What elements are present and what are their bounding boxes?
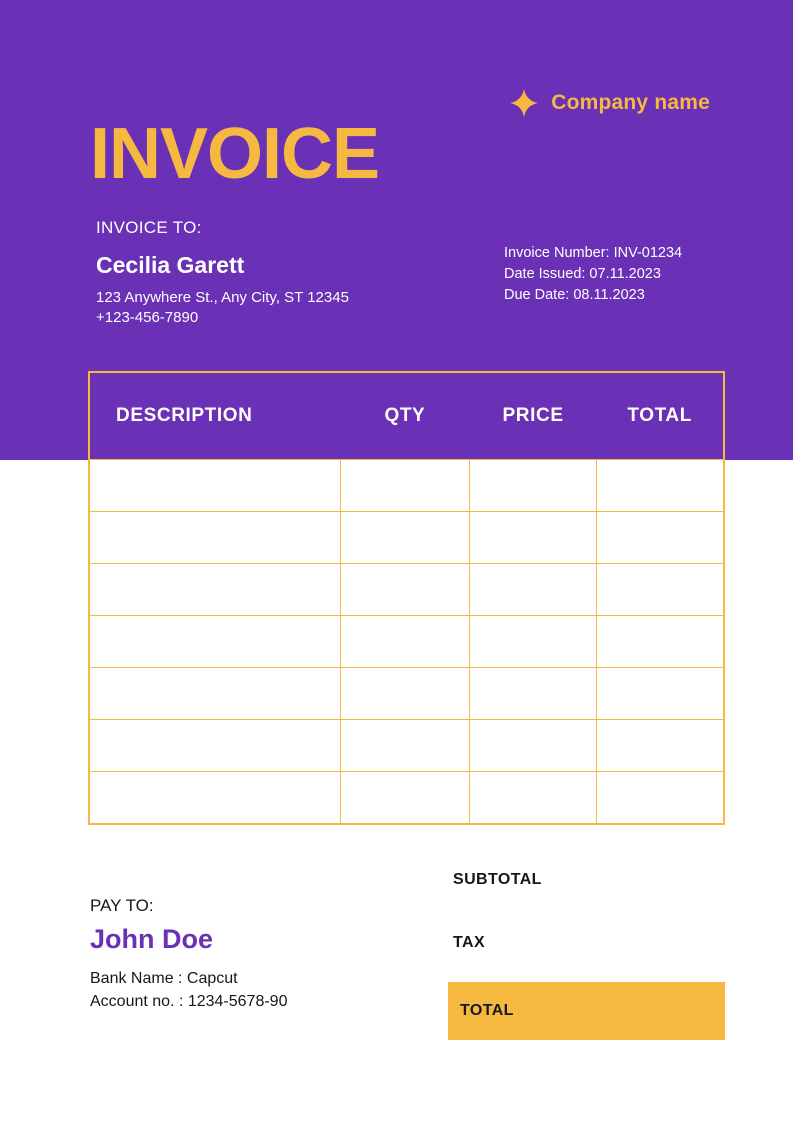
cell-description[interactable] — [90, 511, 340, 563]
table-row[interactable] — [90, 563, 723, 615]
table-header-row — [90, 373, 723, 459]
cell-price[interactable] — [470, 511, 597, 563]
date-issued: Date Issued: 07.11.2023 — [504, 266, 661, 283]
total-label: TOTAL — [460, 1002, 514, 1019]
cell-qty[interactable] — [340, 719, 470, 771]
table-row[interactable] — [90, 719, 723, 771]
client-name: Cecilia Garett — [96, 252, 245, 278]
payee-name: John Doe — [90, 924, 214, 954]
tax-row — [448, 911, 725, 974]
cell-description[interactable] — [90, 563, 340, 615]
bank-details — [90, 968, 287, 1013]
line-items-table — [88, 371, 725, 825]
pay-to-label: PAY TO: — [90, 896, 154, 915]
cell-price[interactable] — [470, 719, 597, 771]
cell-description[interactable] — [90, 459, 340, 511]
tax-label: TAX — [453, 933, 486, 951]
cell-description[interactable] — [90, 667, 340, 719]
due-date: Due Date: 08.11.2023 — [504, 287, 645, 304]
cell-total[interactable] — [596, 511, 723, 563]
cell-total[interactable] — [596, 771, 723, 823]
table-row[interactable] — [90, 459, 723, 511]
cell-total[interactable] — [596, 667, 723, 719]
invoice-to-label: INVOICE TO: — [96, 218, 202, 237]
cell-price[interactable] — [470, 563, 597, 615]
cell-description[interactable] — [90, 771, 340, 823]
cell-description[interactable] — [90, 615, 340, 667]
totals-block — [448, 848, 725, 1040]
cell-total[interactable] — [596, 615, 723, 667]
column-header-total: TOTAL — [627, 404, 692, 426]
page-title: INVOICE — [90, 114, 380, 194]
company-logo-row — [509, 88, 710, 118]
cell-price[interactable] — [470, 771, 597, 823]
client-contact — [96, 288, 349, 329]
total-row — [448, 982, 725, 1040]
subtotal-row — [448, 848, 725, 911]
cell-description[interactable] — [90, 719, 340, 771]
cell-total[interactable] — [596, 719, 723, 771]
sparkle-icon — [509, 88, 539, 118]
bank-name: Bank Name : Capcut — [90, 970, 238, 987]
company-name: Company name — [551, 91, 710, 114]
subtotal-label: SUBTOTAL — [453, 870, 542, 888]
account-number: Account no. : 1234-5678-90 — [90, 992, 288, 1010]
cell-total[interactable] — [596, 563, 723, 615]
cell-qty[interactable] — [340, 459, 470, 511]
cell-price[interactable] — [470, 459, 597, 511]
cell-qty[interactable] — [340, 511, 470, 563]
cell-price[interactable] — [470, 667, 597, 719]
column-header-qty: QTY — [384, 404, 426, 426]
cell-qty[interactable] — [340, 667, 470, 719]
column-header-description: DESCRIPTION — [116, 404, 253, 426]
cell-total[interactable] — [596, 459, 723, 511]
invoice-meta — [504, 243, 682, 306]
table-row[interactable] — [90, 511, 723, 563]
table-row[interactable] — [90, 771, 723, 823]
client-address-line: 123 Anywhere St., Any City, ST 12345 — [96, 289, 349, 306]
table-row[interactable] — [90, 615, 723, 667]
cell-qty[interactable] — [340, 563, 470, 615]
cell-price[interactable] — [470, 615, 597, 667]
cell-qty[interactable] — [340, 615, 470, 667]
cell-qty[interactable] — [340, 771, 470, 823]
client-phone-line: +123-456-7890 — [96, 309, 199, 327]
column-header-price: PRICE — [502, 404, 564, 426]
table-row[interactable] — [90, 667, 723, 719]
invoice-number: Invoice Number: INV-01234 — [504, 245, 683, 261]
